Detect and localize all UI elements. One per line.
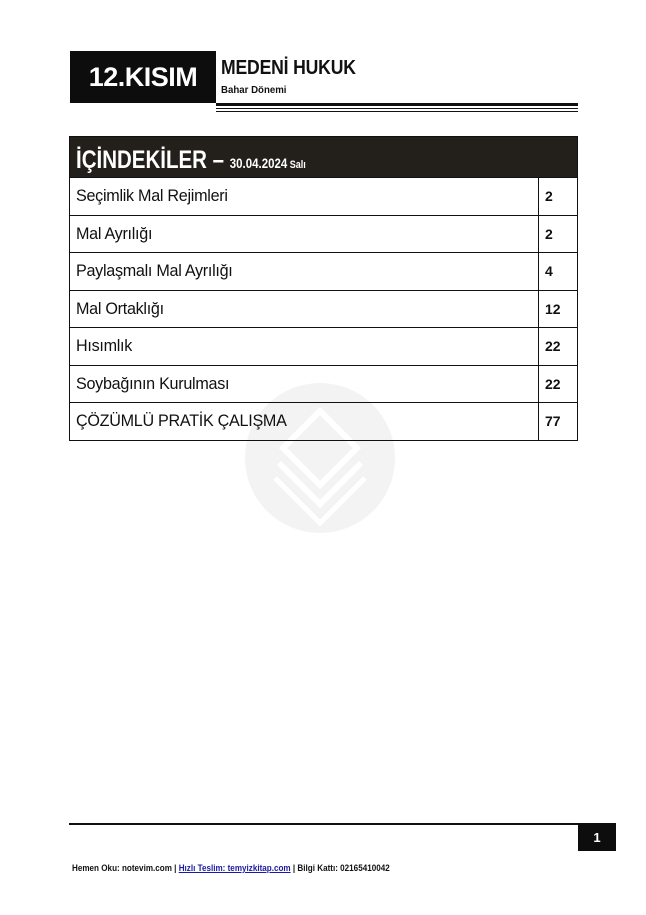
toc-entry-page: 12 <box>545 300 561 317</box>
toc-entry-page: 4 <box>545 263 553 280</box>
header-rule <box>216 103 578 106</box>
header-rule-thin <box>216 108 578 109</box>
toc-row[interactable] <box>70 327 577 365</box>
toc-row[interactable] <box>70 215 577 253</box>
footer-read-link[interactable]: Hemen Oku: notevim.com <box>72 863 172 873</box>
toc-entry-page: 77 <box>545 413 561 430</box>
toc-entry-page: 2 <box>545 188 553 205</box>
footer-info <box>72 863 390 873</box>
toc-heading: İÇİNDEKİLER <box>76 146 207 174</box>
toc-date: 30.04.2024 <box>229 155 288 171</box>
term-subtitle: Bahar Dönemi <box>221 84 287 96</box>
toc-day: Salı <box>287 159 306 171</box>
toc-row[interactable] <box>70 252 577 290</box>
header-rule-thin <box>216 111 578 112</box>
toc-row[interactable] <box>70 365 577 403</box>
toc-entry-page: 22 <box>545 375 561 392</box>
toc-row[interactable] <box>70 402 577 440</box>
footer-separator: | <box>171 863 179 873</box>
footer-contact: Bilgi Kattı: 02165410042 <box>297 863 390 873</box>
toc-row[interactable] <box>70 177 577 215</box>
toc-entry-label: Seçimlik Mal Rejimleri <box>70 178 539 215</box>
footer-rule <box>69 823 578 825</box>
toc-entry-page: 2 <box>545 225 553 242</box>
toc-row[interactable] <box>70 290 577 328</box>
toc-entry-label: Mal Ortaklığı <box>70 291 539 328</box>
footer-separator: | <box>290 863 298 873</box>
part-badge: 12.KISIM <box>70 51 216 103</box>
toc-dash: – <box>206 146 230 174</box>
toc-entry-label: Hısımlık <box>70 328 539 365</box>
toc-entry-label: Mal Ayrılığı <box>70 216 539 253</box>
page-number: 1 <box>578 823 616 851</box>
toc-entry-label: Paylaşmalı Mal Ayrılığı <box>70 253 539 290</box>
footer-delivery-link[interactable]: Hızlı Teslim: temyizkitap.com <box>178 863 291 873</box>
toc-entry-page: 22 <box>545 338 561 355</box>
table-of-contents <box>69 136 578 441</box>
toc-header <box>70 137 577 177</box>
toc-entry-label: ÇÖZÜMLÜ PRATİK ÇALIŞMA <box>70 403 539 440</box>
toc-entry-label: Soybağının Kurulması <box>70 366 539 403</box>
subject-title: MEDENİ HUKUK <box>221 57 356 79</box>
